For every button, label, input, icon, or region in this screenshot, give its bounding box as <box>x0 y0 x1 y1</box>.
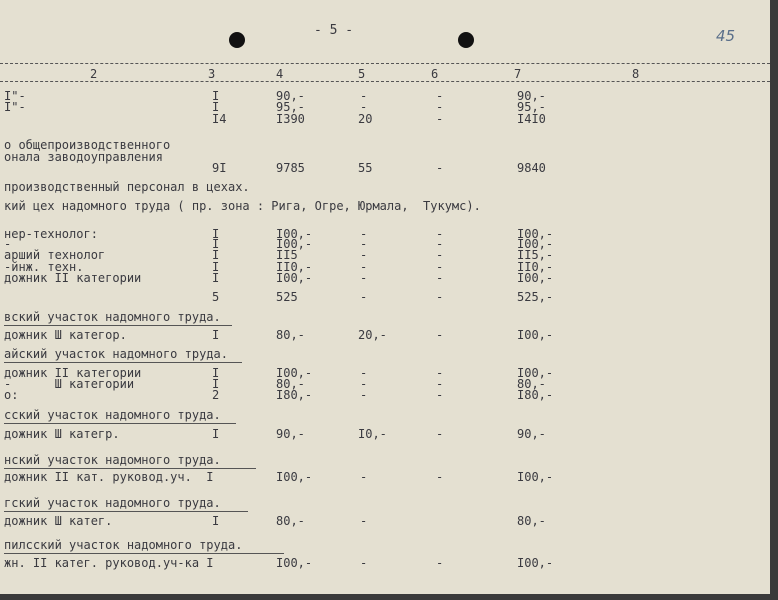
cell-c4: I390 <box>276 112 305 126</box>
cell-c6: - <box>436 227 444 241</box>
cell-c5: 20,- <box>358 328 387 342</box>
cell-c7: 90,- <box>517 89 546 103</box>
cell-c2: вский участок надомного труда. <box>4 310 221 324</box>
cell-c2: арший технолог <box>4 248 106 262</box>
cell-c5: - <box>360 100 368 114</box>
cell-c5: - <box>360 237 368 251</box>
column-header-6: 6 <box>431 67 439 81</box>
cell-c2: - <box>4 237 12 251</box>
cell-c3: I <box>212 89 220 103</box>
column-header-5: 5 <box>358 67 366 81</box>
cell-c3: 5 <box>212 290 220 304</box>
cell-c6: - <box>436 248 444 262</box>
column-header-7: 7 <box>514 67 522 81</box>
cell-c3: I <box>212 248 220 262</box>
cell-c4: 90,- <box>276 427 305 441</box>
cell-c2: о: <box>4 388 19 402</box>
cell-c7: I00,- <box>517 271 554 285</box>
cell-c6: - <box>436 161 444 175</box>
column-header-2: 2 <box>90 67 98 81</box>
cell-c3: I <box>212 100 220 114</box>
cell-c4: II0,- <box>276 260 313 274</box>
handwritten-page-number: 45 <box>716 27 736 45</box>
cell-c2: дожник II категории <box>4 366 142 380</box>
cell-c2: пилсский участок надомного труда. <box>4 538 243 552</box>
cell-c7: II0,- <box>517 260 554 274</box>
cell-c6: - <box>436 260 444 274</box>
cell-c3: I <box>212 260 220 274</box>
cell-c4: 9785 <box>276 161 305 175</box>
cell-c6: - <box>436 100 444 114</box>
cell-c7: II5,- <box>517 248 554 262</box>
cell-c5: - <box>360 89 368 103</box>
cell-c6: - <box>436 556 444 570</box>
cell-c5: - <box>360 271 368 285</box>
cell-c4: I00,- <box>276 237 313 251</box>
scan-edge-right <box>770 0 778 600</box>
cell-c3: 9I <box>212 161 227 175</box>
cell-c2: кий цех надомного труда ( пр. зона : Рига, Огре, Юрмала, Тукумс). <box>4 199 481 213</box>
cell-c6: - <box>436 89 444 103</box>
cell-c3: I <box>212 427 220 441</box>
cell-c5: - <box>360 514 368 528</box>
cell-c2: производственный персонал в цехах. <box>4 180 250 194</box>
cell-c7: 9840 <box>517 161 546 175</box>
cell-c2: дожник II категории <box>4 271 142 285</box>
cell-c7: 80,- <box>517 377 546 391</box>
cell-c2: дожник II кат. руковод.уч. I <box>4 470 214 484</box>
cell-c6: - <box>436 427 444 441</box>
cell-c4: I00,- <box>276 271 313 285</box>
cell-c3: I <box>212 514 220 528</box>
punch-hole-right <box>458 32 474 48</box>
cell-c5: - <box>360 227 368 241</box>
cell-c4: I80,- <box>276 388 313 402</box>
cell-c2: дожник Ш категр. <box>4 427 120 441</box>
cell-c3: I <box>212 366 220 380</box>
column-header-3: 3 <box>208 67 216 81</box>
cell-c7: I4I0 <box>517 112 546 126</box>
cell-c5: 20 <box>358 112 373 126</box>
cell-c5: - <box>360 377 368 391</box>
column-header-4: 4 <box>276 67 284 81</box>
cell-c5: - <box>360 260 368 274</box>
cell-c6: - <box>436 271 444 285</box>
section-underline <box>4 468 256 469</box>
cell-c2: дожник Ш катег. <box>4 514 113 528</box>
cell-c4: 95,- <box>276 100 305 114</box>
cell-c2: о общепроизводственного <box>4 138 171 152</box>
cell-c3: I <box>212 237 220 251</box>
column-header-8: 8 <box>632 67 640 81</box>
cell-c5: - <box>360 556 368 570</box>
cell-c6: - <box>436 290 444 304</box>
cell-c5: - <box>360 290 368 304</box>
cell-c7: I00,- <box>517 328 554 342</box>
cell-c7: I00,- <box>517 366 554 380</box>
cell-c3: I <box>212 227 220 241</box>
cell-c4: I00,- <box>276 227 313 241</box>
page-number: - 5 - <box>314 23 354 38</box>
cell-c5: 55 <box>358 161 373 175</box>
cell-c7: 80,- <box>517 514 546 528</box>
cell-c7: I80,- <box>517 388 554 402</box>
cell-c2: I"- <box>4 89 26 103</box>
cell-c4: 80,- <box>276 377 305 391</box>
cell-c6: - <box>436 237 444 251</box>
cell-c7: I00,- <box>517 237 554 251</box>
section-underline <box>4 511 248 512</box>
cell-c2: сский участок надомного труда. <box>4 408 221 422</box>
cell-c2: гский участок надомного труда. <box>4 496 221 510</box>
cell-c6: - <box>436 328 444 342</box>
cell-c7: I00,- <box>517 556 554 570</box>
cell-c2: нский участок надомного труда. <box>4 453 221 467</box>
cell-c4: I00,- <box>276 556 313 570</box>
cell-c6: - <box>436 377 444 391</box>
cell-c5: - <box>360 388 368 402</box>
cell-c3: I <box>212 271 220 285</box>
header-rule-bottom <box>0 81 770 82</box>
cell-c2: онала заводоуправления <box>4 150 163 164</box>
cell-c2: нер-технолог: <box>4 227 98 241</box>
cell-c4: I00,- <box>276 366 313 380</box>
cell-c2: I"- <box>4 100 26 114</box>
cell-c2: -йнж. техн. <box>4 260 84 274</box>
cell-c6: - <box>436 366 444 380</box>
scan-edge-bottom <box>0 594 778 600</box>
cell-c3: I4 <box>212 112 227 126</box>
punch-hole-left <box>229 32 245 48</box>
cell-c4: 80,- <box>276 514 305 528</box>
cell-c4: II5 <box>276 248 298 262</box>
cell-c5: - <box>360 366 368 380</box>
cell-c2: - Ш категории <box>4 377 135 391</box>
cell-c7: 525,- <box>517 290 554 304</box>
cell-c3: 2 <box>212 388 220 402</box>
cell-c2: жн. II катег. руковод.уч-ка I <box>4 556 214 570</box>
cell-c4: I00,- <box>276 470 313 484</box>
cell-c5: I0,- <box>358 427 387 441</box>
cell-c2: айский участок надомного труда. <box>4 347 228 361</box>
cell-c5: - <box>360 470 368 484</box>
cell-c5: - <box>360 248 368 262</box>
cell-c4: 525 <box>276 290 298 304</box>
cell-c7: I00,- <box>517 470 554 484</box>
cell-c6: - <box>436 112 444 126</box>
section-underline <box>4 362 242 363</box>
section-underline <box>4 423 236 424</box>
cell-c7: 90,- <box>517 427 546 441</box>
cell-c3: I <box>212 328 220 342</box>
cell-c2: дожник Ш категор. <box>4 328 127 342</box>
cell-c7: I00,- <box>517 227 554 241</box>
section-underline <box>4 553 284 554</box>
cell-c6: - <box>436 388 444 402</box>
cell-c6: - <box>436 470 444 484</box>
cell-c3: I <box>212 377 220 391</box>
cell-c4: 90,- <box>276 89 305 103</box>
cell-c4: 80,- <box>276 328 305 342</box>
cell-c7: 95,- <box>517 100 546 114</box>
section-underline <box>4 325 232 326</box>
header-rule-top <box>0 63 770 64</box>
